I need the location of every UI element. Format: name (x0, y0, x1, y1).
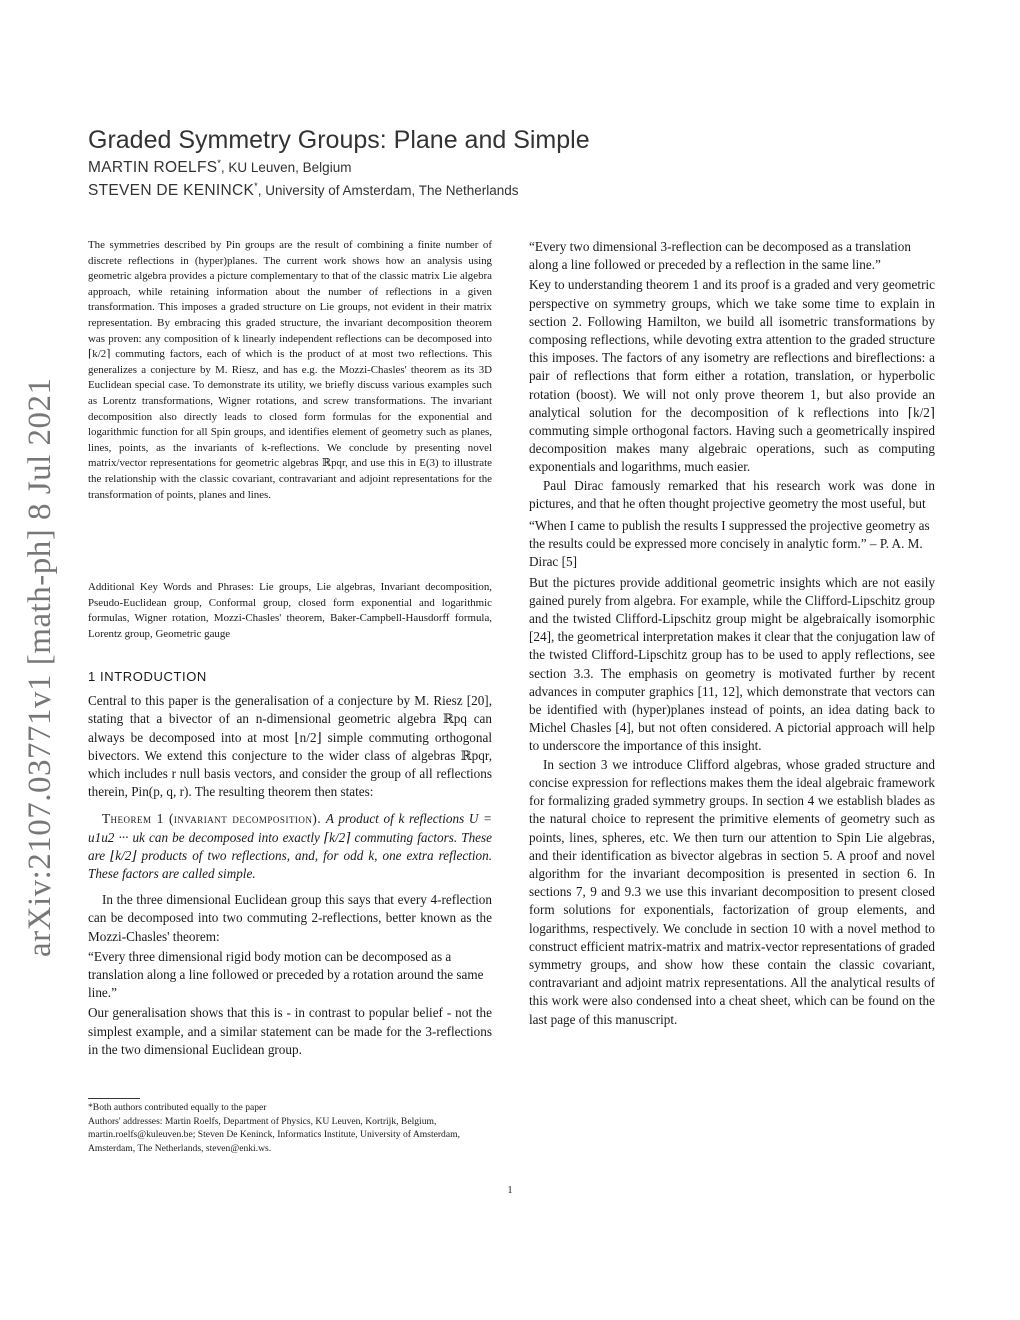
intro-paragraph-2: In the three dimensional Euclidean group this says that every 4-reflection can be decomposed into two commuting 2-reflections, better known as the Mozzi-Chasles' theorem: (88, 892, 492, 944)
right-paragraph-3: But the pictures provide additional geometric insights which are not easily gained purely from algebra. For example, while the Clifford-Lipschitz group and the twisted Clifford-Lipschitz group might be algebraically isomorphic [24], the geometrical interpretation makes it clear that the conjugation law of the twisted Clifford-Lipschitz group has to be used to apply reflections, see section 3.3. The emphasis on geometry is motivated further by recent advances in computer graphics [11, 12], which demonstrate that vectors can be identified with (hyper)planes instead of points, an idea dating back to Michel Chasles [4], but not often considered. A pictorial approach will help to underscore the importance of this insight. (529, 574, 935, 754)
quote-dirac: “When I came to publish the results I suppressed the projective geometry as the results could be expressed more concisely in analytic form.” – P. A. M. Dirac [5] (529, 518, 930, 570)
keywords (88, 580, 492, 642)
author-mark: * (254, 181, 258, 191)
right-paragraph-2: Paul Dirac famously remarked that his research work was done in pictures, and that he often thought projective geometry the most useful, but (529, 477, 935, 511)
author-affiliation: , KU Leuven, Belgium (220, 160, 352, 176)
section-heading: 1 INTRODUCTION (88, 669, 207, 684)
quote-mozzi-chasles: “Every three dimensional rigid body motion can be decomposed as a translation along a line followed or preceded by a rotation around the same line.” (88, 948, 484, 1001)
author-1 (88, 158, 351, 177)
introduction-left (88, 668, 492, 1059)
footnote-rule (88, 1098, 140, 1099)
quote-2d-reflection: “Every two dimensional 3-reflection can be decomposed as a translation along a line followed or preceded by a reflection in the same line.” (529, 239, 911, 273)
footnote-addresses: Authors' addresses: Martin Roelfs, Department of Physics, KU Leuven, Kortrijk, Belgium, martin.roelfs@kuleuven.be; Steven De Keninck, Informatics Institute, University of Amsterdam, Amsterdam, The Netherlands, steven@enki.ws. (88, 1115, 460, 1154)
intro-paragraph-1: Central to this paper is the generalisation of a conjecture by M. Riesz [20], stating that a bivector of an n-dimensional geometric algebra ℝpq can always be decomposed into at most ⌊n/2⌋ simple commuting orthogonal bivectors. We extend this conjecture to the wider class of algebras ℝpqr, which includes r null basis vectors, and consider the group of all reflections therein, Pin(p, q, r). The resulting theorem then states: (88, 693, 492, 800)
paper-title: Graded Symmetry Groups: Plane and Simple (88, 126, 590, 154)
abstract-text: The symmetries described by Pin groups are the result of combining a finite number of discrete reflections in (hyper)planes. The current work shows how an analysis using geometric algebra provides a picture complementary to that of the classic matrix Lie algebra approach, while retaining information about the number of reflections in a given transformation. This imposes a graded structure on Lie groups, not evident in their matrix representation. By embracing this graded structure, the invariant decomposition theorem was proven: any composition of k linearly independent reflections can be decomposed into ⌈k/2⌉ commuting factors, each of which is the product of at most two reflections. This generalizes a conjecture by M. Riesz, and has e.g. the Mozzi-Chasles' theorem as its 3D Euclidean special case. To demonstrate its utility, we briefly discuss various examples such as Lorentz transformations, Wigner rotations, and screw transformations. The invariant decomposition also directly leads to closed form formulas for the exponential and logarithmic function for all Spin groups, and identifies element of geometry such as planes, lines, points, as the invariants of k-reflections. We conclude by presenting novel matrix/vector representations for geometric algebras ℝpqr, and use this in E(3) to illustrate the relationship with the classic covariant, contravariant and adjoint representations for the transformation of points, planes and lines. (88, 239, 492, 501)
right-paragraph-1: Key to understanding theorem 1 and its proof is a graded and very geometric perspective on symmetry groups, which we take some time to explain in section 2. Following Hamilton, we build all isometric transformations by composing reflections, while devoting extra attention to the graded structure this imposes. The factors of any isometry are reflections and bireflections: a pair of reflections that form either a rotation, translation, or hyperbolic rotation (boost). We will not only prove theorem 1, but also provide an analytical solution for the decomposition of k reflections into ⌈k/2⌉ commuting simple orthogonal factors. Having such a geometrically inspired decomposition makes many algebraic operations, such as computing exponentials and logarithms, much easier. (529, 277, 935, 475)
footnote-equal-contribution: *Both authors contributed equally to the paper (88, 1102, 267, 1113)
author-name: STEVEN DE KENINCK (88, 182, 255, 200)
intro-paragraph-3: Our generalisation shows that this is - in contrast to popular belief - not the simplest example, and a similar statement can be made for the 3-reflections in the two dimensional Euclidean group. (88, 1005, 492, 1057)
author-name: MARTIN ROELFS (88, 159, 218, 177)
page-number: 1 (507, 1185, 513, 1196)
arxiv-identifier: arXiv:2107.03771v1 [math-ph] 8 Jul 2021 (22, 377, 58, 957)
keywords-text: Additional Key Words and Phrases: Lie groups, Lie algebras, Invariant decomposition, Pseudo-Euclidean group, Conformal group, closed form exponential and logarithmic formulas, Wigner rotation, Mozzi-Chasles' theorem, Baker-Campbell-Hausdorff formula, Lorentz group, Geometric gauge (88, 581, 492, 640)
theorem-body: A product of k reflections U = u1u2 ··· uk can be decomposed into exactly ⌈k/2⌉ commuting factors. These are ⌊k/2⌋ products of two reflections, and, for odd k, one extra reflection. These factors are called simple. (88, 811, 492, 882)
footnotes (88, 1101, 492, 1155)
author-affiliation: , University of Amsterdam, The Netherlands (257, 183, 519, 199)
author-mark: * (217, 158, 221, 168)
abstract (88, 238, 492, 503)
introduction-right (529, 238, 935, 1029)
right-paragraph-4: In section 3 we introduce Clifford algebras, whose graded structure and concise expression for reflections makes them the ideal algebraic framework for formalizing graded symmetry groups. In section 4 we establish blades as the natural choice to represent the primitive elements of geometry such as points, lines, spheres, etc. We then turn our attention to Spin Lie algebras, and their identification as bivector algebras in section 5. A proof and novel algorithm for the invariant decomposition is presented in section 6. In sections 7, 9 and 9.3 we use this invariant decomposition to present closed form solutions for exponentials, factorization of group elements, and logarithms, respectively. We conclude in section 10 with a novel method to construct efficient matrix-matrix and matrix-vector representations of graded symmetry groups, and show how these contain the classic covariant, contravariant and adjoint matrix representations. All the analytical results of this work were also condensed into a cheat sheet, which can be found on the last page of this manuscript. (529, 756, 935, 1027)
theorem-1 (88, 810, 492, 883)
theorem-heading: Theorem 1 (invariant decomposition). (102, 811, 322, 827)
author-2 (88, 181, 519, 200)
